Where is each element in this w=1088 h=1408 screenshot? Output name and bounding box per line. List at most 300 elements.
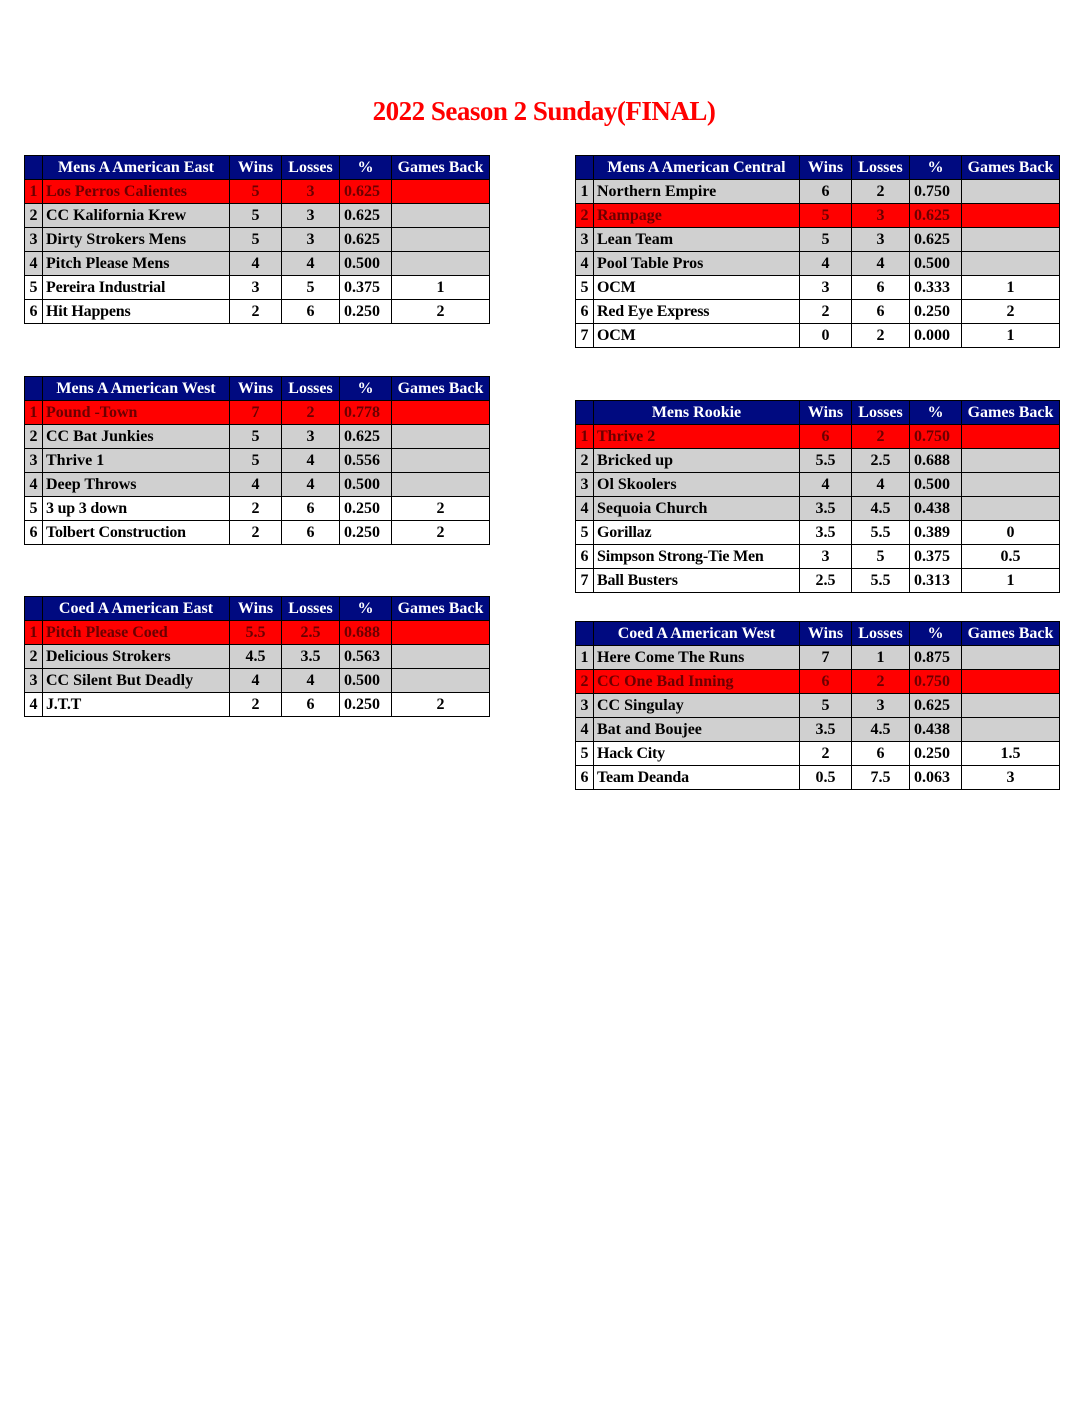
table-row: [25, 693, 490, 717]
wins-header: Wins: [230, 377, 282, 401]
division-name: Mens A American Central: [594, 156, 800, 180]
rank-cell: 3: [25, 669, 43, 693]
table-header-row: [25, 597, 490, 621]
wins-cell: 2: [230, 300, 282, 324]
rank-cell: 7: [576, 324, 594, 348]
pct-cell: 0.000: [910, 324, 962, 348]
table-row: [576, 180, 1060, 204]
losses-cell: 5.5: [852, 569, 910, 593]
team-name: CC Singulay: [594, 694, 800, 718]
games-back-header: Games Back: [962, 622, 1060, 646]
team-name: CC Bat Junkies: [43, 425, 230, 449]
wins-cell: 2.5: [800, 569, 852, 593]
games-back-cell: 0.5: [962, 545, 1060, 569]
pct-cell: 0.250: [340, 521, 392, 545]
rank-cell: 4: [576, 718, 594, 742]
games-back-header: Games Back: [392, 377, 490, 401]
rank-cell: 6: [576, 545, 594, 569]
rank-cell: 1: [576, 425, 594, 449]
wins-cell: 5: [230, 425, 282, 449]
rank-header: [576, 156, 594, 180]
games-back-cell: 1: [392, 276, 490, 300]
table-row: [576, 425, 1060, 449]
pct-cell: 0.563: [340, 645, 392, 669]
losses-cell: 3: [852, 204, 910, 228]
wins-cell: 4: [230, 473, 282, 497]
wins-header: Wins: [230, 156, 282, 180]
wins-cell: 5: [230, 180, 282, 204]
table-row: [25, 669, 490, 693]
wins-header: Wins: [230, 597, 282, 621]
rank-header: [25, 156, 43, 180]
table-row: [25, 252, 490, 276]
team-name: J.T.T: [43, 693, 230, 717]
pct-cell: 0.389: [910, 521, 962, 545]
games-back-header: Games Back: [962, 401, 1060, 425]
losses-cell: 2: [852, 180, 910, 204]
pct-cell: 0.500: [910, 252, 962, 276]
wins-cell: 2: [800, 742, 852, 766]
team-name: Pitch Please Mens: [43, 252, 230, 276]
games-back-header: Games Back: [392, 156, 490, 180]
team-name: Gorillaz: [594, 521, 800, 545]
rank-cell: 2: [576, 449, 594, 473]
table-row: [25, 425, 490, 449]
pct-header: %: [910, 156, 962, 180]
rank-cell: 6: [25, 300, 43, 324]
losses-cell: 5: [852, 545, 910, 569]
wins-cell: 5: [230, 449, 282, 473]
table-row: [25, 204, 490, 228]
table-row: [25, 401, 490, 425]
wins-cell: 5: [800, 204, 852, 228]
pct-header: %: [340, 597, 392, 621]
wins-cell: 0.5: [800, 766, 852, 790]
division-name: Mens A American West: [43, 377, 230, 401]
rank-cell: 5: [576, 742, 594, 766]
standings-table-1: [575, 155, 1060, 348]
games-back-cell: 2: [392, 497, 490, 521]
losses-cell: 4: [852, 473, 910, 497]
wins-cell: 4: [230, 669, 282, 693]
pct-cell: 0.625: [910, 228, 962, 252]
games-back-cell: [962, 252, 1060, 276]
standings-table-4: [24, 596, 490, 717]
division-name: Coed A American East: [43, 597, 230, 621]
losses-cell: 4: [282, 473, 340, 497]
pct-cell: 0.625: [340, 425, 392, 449]
table-row: [25, 228, 490, 252]
team-name: Bricked up: [594, 449, 800, 473]
losses-cell: 3: [282, 204, 340, 228]
rank-cell: 4: [576, 252, 594, 276]
wins-cell: 4.5: [230, 645, 282, 669]
pct-cell: 0.313: [910, 569, 962, 593]
games-back-cell: 1: [962, 569, 1060, 593]
pct-cell: 0.375: [910, 545, 962, 569]
games-back-cell: [392, 401, 490, 425]
games-back-cell: [962, 204, 1060, 228]
rank-cell: 3: [25, 228, 43, 252]
rank-cell: 4: [576, 497, 594, 521]
pct-header: %: [340, 156, 392, 180]
losses-cell: 3: [282, 425, 340, 449]
table-row: [25, 473, 490, 497]
games-back-header: Games Back: [962, 156, 1060, 180]
table-row: [576, 252, 1060, 276]
pct-cell: 0.500: [340, 473, 392, 497]
games-back-cell: 2: [392, 521, 490, 545]
rank-cell: 4: [25, 473, 43, 497]
losses-cell: 5.5: [852, 521, 910, 545]
pct-header: %: [340, 377, 392, 401]
wins-cell: 7: [800, 646, 852, 670]
rank-cell: 3: [25, 449, 43, 473]
losses-header: Losses: [282, 377, 340, 401]
losses-cell: 3: [852, 694, 910, 718]
losses-cell: 2: [282, 401, 340, 425]
team-name: Northern Empire: [594, 180, 800, 204]
games-back-cell: [962, 694, 1060, 718]
pct-cell: 0.250: [340, 693, 392, 717]
games-back-cell: [962, 473, 1060, 497]
table-header-row: [25, 377, 490, 401]
wins-cell: 5.5: [800, 449, 852, 473]
rank-cell: 5: [25, 497, 43, 521]
team-name: Hack City: [594, 742, 800, 766]
table-row: [25, 180, 490, 204]
standings-table-5: [575, 621, 1060, 790]
losses-cell: 3: [282, 228, 340, 252]
pct-header: %: [910, 401, 962, 425]
games-back-cell: 2: [392, 693, 490, 717]
pct-cell: 0.750: [910, 425, 962, 449]
rank-cell: 2: [576, 670, 594, 694]
losses-cell: 4: [282, 252, 340, 276]
losses-cell: 6: [282, 693, 340, 717]
losses-cell: 2: [852, 670, 910, 694]
table-row: [576, 300, 1060, 324]
table-row: [576, 718, 1060, 742]
team-name: Delicious Strokers: [43, 645, 230, 669]
table-row: [576, 694, 1060, 718]
pct-cell: 0.500: [340, 252, 392, 276]
games-back-cell: [392, 621, 490, 645]
wins-cell: 5: [230, 204, 282, 228]
pct-cell: 0.625: [340, 228, 392, 252]
games-back-cell: 2: [962, 300, 1060, 324]
table-row: [576, 742, 1060, 766]
team-name: Pound -Town: [43, 401, 230, 425]
games-back-cell: [962, 449, 1060, 473]
team-name: CC One Bad Inning: [594, 670, 800, 694]
wins-cell: 4: [800, 252, 852, 276]
pct-cell: 0.556: [340, 449, 392, 473]
pct-cell: 0.688: [340, 621, 392, 645]
rank-cell: 2: [25, 425, 43, 449]
games-back-cell: 2: [392, 300, 490, 324]
table-row: [25, 521, 490, 545]
wins-cell: 4: [800, 473, 852, 497]
wins-cell: 3.5: [800, 718, 852, 742]
wins-cell: 4: [230, 252, 282, 276]
table-row: [576, 276, 1060, 300]
team-name: Team Deanda: [594, 766, 800, 790]
table-row: [576, 497, 1060, 521]
pct-cell: 0.063: [910, 766, 962, 790]
games-back-cell: [962, 497, 1060, 521]
losses-header: Losses: [282, 156, 340, 180]
table-row: [576, 204, 1060, 228]
wins-cell: 6: [800, 180, 852, 204]
losses-cell: 6: [852, 742, 910, 766]
games-back-cell: 1.5: [962, 742, 1060, 766]
standings-table-0: [24, 155, 490, 324]
losses-header: Losses: [852, 401, 910, 425]
rank-cell: 3: [576, 473, 594, 497]
team-name: CC Kalifornia Krew: [43, 204, 230, 228]
losses-cell: 6: [852, 300, 910, 324]
losses-cell: 3.5: [282, 645, 340, 669]
team-name: Lean Team: [594, 228, 800, 252]
pct-cell: 0.688: [910, 449, 962, 473]
games-back-cell: [392, 425, 490, 449]
team-name: Bat and Boujee: [594, 718, 800, 742]
games-back-cell: 3: [962, 766, 1060, 790]
table-header-row: [25, 156, 490, 180]
team-name: 3 up 3 down: [43, 497, 230, 521]
table-row: [25, 621, 490, 645]
games-back-cell: 0: [962, 521, 1060, 545]
team-name: Dirty Strokers Mens: [43, 228, 230, 252]
pct-cell: 0.625: [910, 694, 962, 718]
team-name: Pereira Industrial: [43, 276, 230, 300]
rank-cell: 1: [25, 401, 43, 425]
rank-cell: 7: [576, 569, 594, 593]
team-name: Simpson Strong-Tie Men: [594, 545, 800, 569]
losses-cell: 3: [852, 228, 910, 252]
rank-header: [25, 597, 43, 621]
pct-cell: 0.250: [340, 300, 392, 324]
games-back-cell: [392, 180, 490, 204]
pct-cell: 0.750: [910, 670, 962, 694]
rank-cell: 3: [576, 228, 594, 252]
division-name: Mens Rookie: [594, 401, 800, 425]
rank-cell: 2: [25, 204, 43, 228]
games-back-header: Games Back: [392, 597, 490, 621]
losses-cell: 1: [852, 646, 910, 670]
pct-cell: 0.500: [340, 669, 392, 693]
table-row: [576, 324, 1060, 348]
rank-cell: 6: [25, 521, 43, 545]
games-back-cell: [962, 670, 1060, 694]
wins-cell: 5.5: [230, 621, 282, 645]
wins-cell: 5: [800, 694, 852, 718]
games-back-cell: 1: [962, 276, 1060, 300]
table-row: [25, 300, 490, 324]
team-name: Ball Busters: [594, 569, 800, 593]
rank-cell: 1: [25, 621, 43, 645]
rank-cell: 6: [576, 766, 594, 790]
wins-cell: 3: [230, 276, 282, 300]
table-row: [576, 473, 1060, 497]
pct-header: %: [910, 622, 962, 646]
pct-cell: 0.250: [910, 742, 962, 766]
rank-header: [576, 622, 594, 646]
losses-cell: 6: [282, 300, 340, 324]
wins-cell: 6: [800, 670, 852, 694]
table-row: [25, 449, 490, 473]
division-name: Mens A American East: [43, 156, 230, 180]
games-back-cell: [392, 645, 490, 669]
team-name: OCM: [594, 276, 800, 300]
table-header-row: [576, 622, 1060, 646]
rank-cell: 2: [576, 204, 594, 228]
table-header-row: [576, 156, 1060, 180]
wins-cell: 7: [230, 401, 282, 425]
team-name: Thrive 2: [594, 425, 800, 449]
wins-cell: 3: [800, 545, 852, 569]
wins-cell: 2: [230, 521, 282, 545]
wins-cell: 2: [800, 300, 852, 324]
team-name: CC Silent But Deadly: [43, 669, 230, 693]
table-row: [25, 497, 490, 521]
standings-table-2: [24, 376, 490, 545]
losses-cell: 6: [282, 521, 340, 545]
wins-cell: 3: [800, 276, 852, 300]
games-back-cell: [392, 228, 490, 252]
games-back-cell: [392, 252, 490, 276]
page-title: 2022 Season 2 Sunday(FINAL): [372, 96, 716, 126]
team-name: Tolbert Construction: [43, 521, 230, 545]
team-name: Pitch Please Coed: [43, 621, 230, 645]
games-back-cell: [392, 669, 490, 693]
rank-cell: 3: [576, 694, 594, 718]
table-row: [576, 766, 1060, 790]
table-row: [576, 670, 1060, 694]
team-name: Deep Throws: [43, 473, 230, 497]
losses-cell: 6: [282, 497, 340, 521]
team-name: Sequoia Church: [594, 497, 800, 521]
pct-cell: 0.333: [910, 276, 962, 300]
rank-cell: 4: [25, 252, 43, 276]
games-back-cell: [962, 718, 1060, 742]
rank-cell: 2: [25, 645, 43, 669]
games-back-cell: 1: [962, 324, 1060, 348]
pct-cell: 0.625: [340, 204, 392, 228]
table-row: [576, 449, 1060, 473]
losses-cell: 6: [852, 276, 910, 300]
losses-header: Losses: [282, 597, 340, 621]
wins-cell: 5: [230, 228, 282, 252]
wins-cell: 3.5: [800, 521, 852, 545]
team-name: Here Come The Runs: [594, 646, 800, 670]
pct-cell: 0.438: [910, 497, 962, 521]
losses-cell: 4: [282, 449, 340, 473]
losses-cell: 3: [282, 180, 340, 204]
table-row: [576, 228, 1060, 252]
wins-cell: 5: [800, 228, 852, 252]
losses-cell: 2.5: [282, 621, 340, 645]
table-header-row: [576, 401, 1060, 425]
wins-cell: 6: [800, 425, 852, 449]
rank-header: [576, 401, 594, 425]
rank-cell: 5: [576, 521, 594, 545]
pct-cell: 0.750: [910, 180, 962, 204]
games-back-cell: [962, 180, 1060, 204]
losses-cell: 7.5: [852, 766, 910, 790]
wins-header: Wins: [800, 622, 852, 646]
table-row: [25, 276, 490, 300]
pct-cell: 0.250: [340, 497, 392, 521]
games-back-cell: [962, 228, 1060, 252]
pct-cell: 0.500: [910, 473, 962, 497]
pct-cell: 0.625: [340, 180, 392, 204]
losses-cell: 4.5: [852, 497, 910, 521]
losses-header: Losses: [852, 156, 910, 180]
team-name: OCM: [594, 324, 800, 348]
rank-cell: 5: [576, 276, 594, 300]
table-row: [576, 521, 1060, 545]
rank-cell: 6: [576, 300, 594, 324]
games-back-cell: [962, 425, 1060, 449]
table-row: [576, 545, 1060, 569]
pct-cell: 0.250: [910, 300, 962, 324]
games-back-cell: [392, 449, 490, 473]
team-name: Rampage: [594, 204, 800, 228]
table-row: [576, 569, 1060, 593]
losses-cell: 4: [852, 252, 910, 276]
division-name: Coed A American West: [594, 622, 800, 646]
losses-header: Losses: [852, 622, 910, 646]
wins-cell: 2: [230, 693, 282, 717]
standings-table-3: [575, 400, 1060, 593]
losses-cell: 4.5: [852, 718, 910, 742]
team-name: Ol Skoolers: [594, 473, 800, 497]
rank-cell: 1: [576, 180, 594, 204]
losses-cell: 2.5: [852, 449, 910, 473]
games-back-cell: [962, 646, 1060, 670]
pct-cell: 0.875: [910, 646, 962, 670]
losses-cell: 4: [282, 669, 340, 693]
games-back-cell: [392, 204, 490, 228]
wins-cell: 2: [230, 497, 282, 521]
rank-cell: 4: [25, 693, 43, 717]
pct-cell: 0.438: [910, 718, 962, 742]
pct-cell: 0.625: [910, 204, 962, 228]
pct-cell: 0.778: [340, 401, 392, 425]
wins-header: Wins: [800, 401, 852, 425]
wins-cell: 3.5: [800, 497, 852, 521]
rank-cell: 1: [576, 646, 594, 670]
team-name: Hit Happens: [43, 300, 230, 324]
table-row: [25, 645, 490, 669]
losses-cell: 5: [282, 276, 340, 300]
team-name: Red Eye Express: [594, 300, 800, 324]
wins-header: Wins: [800, 156, 852, 180]
rank-cell: 1: [25, 180, 43, 204]
rank-header: [25, 377, 43, 401]
team-name: Pool Table Pros: [594, 252, 800, 276]
games-back-cell: [392, 473, 490, 497]
losses-cell: 2: [852, 324, 910, 348]
wins-cell: 0: [800, 324, 852, 348]
team-name: Los Perros Calientes: [43, 180, 230, 204]
losses-cell: 2: [852, 425, 910, 449]
team-name: Thrive 1: [43, 449, 230, 473]
table-row: [576, 646, 1060, 670]
pct-cell: 0.375: [340, 276, 392, 300]
